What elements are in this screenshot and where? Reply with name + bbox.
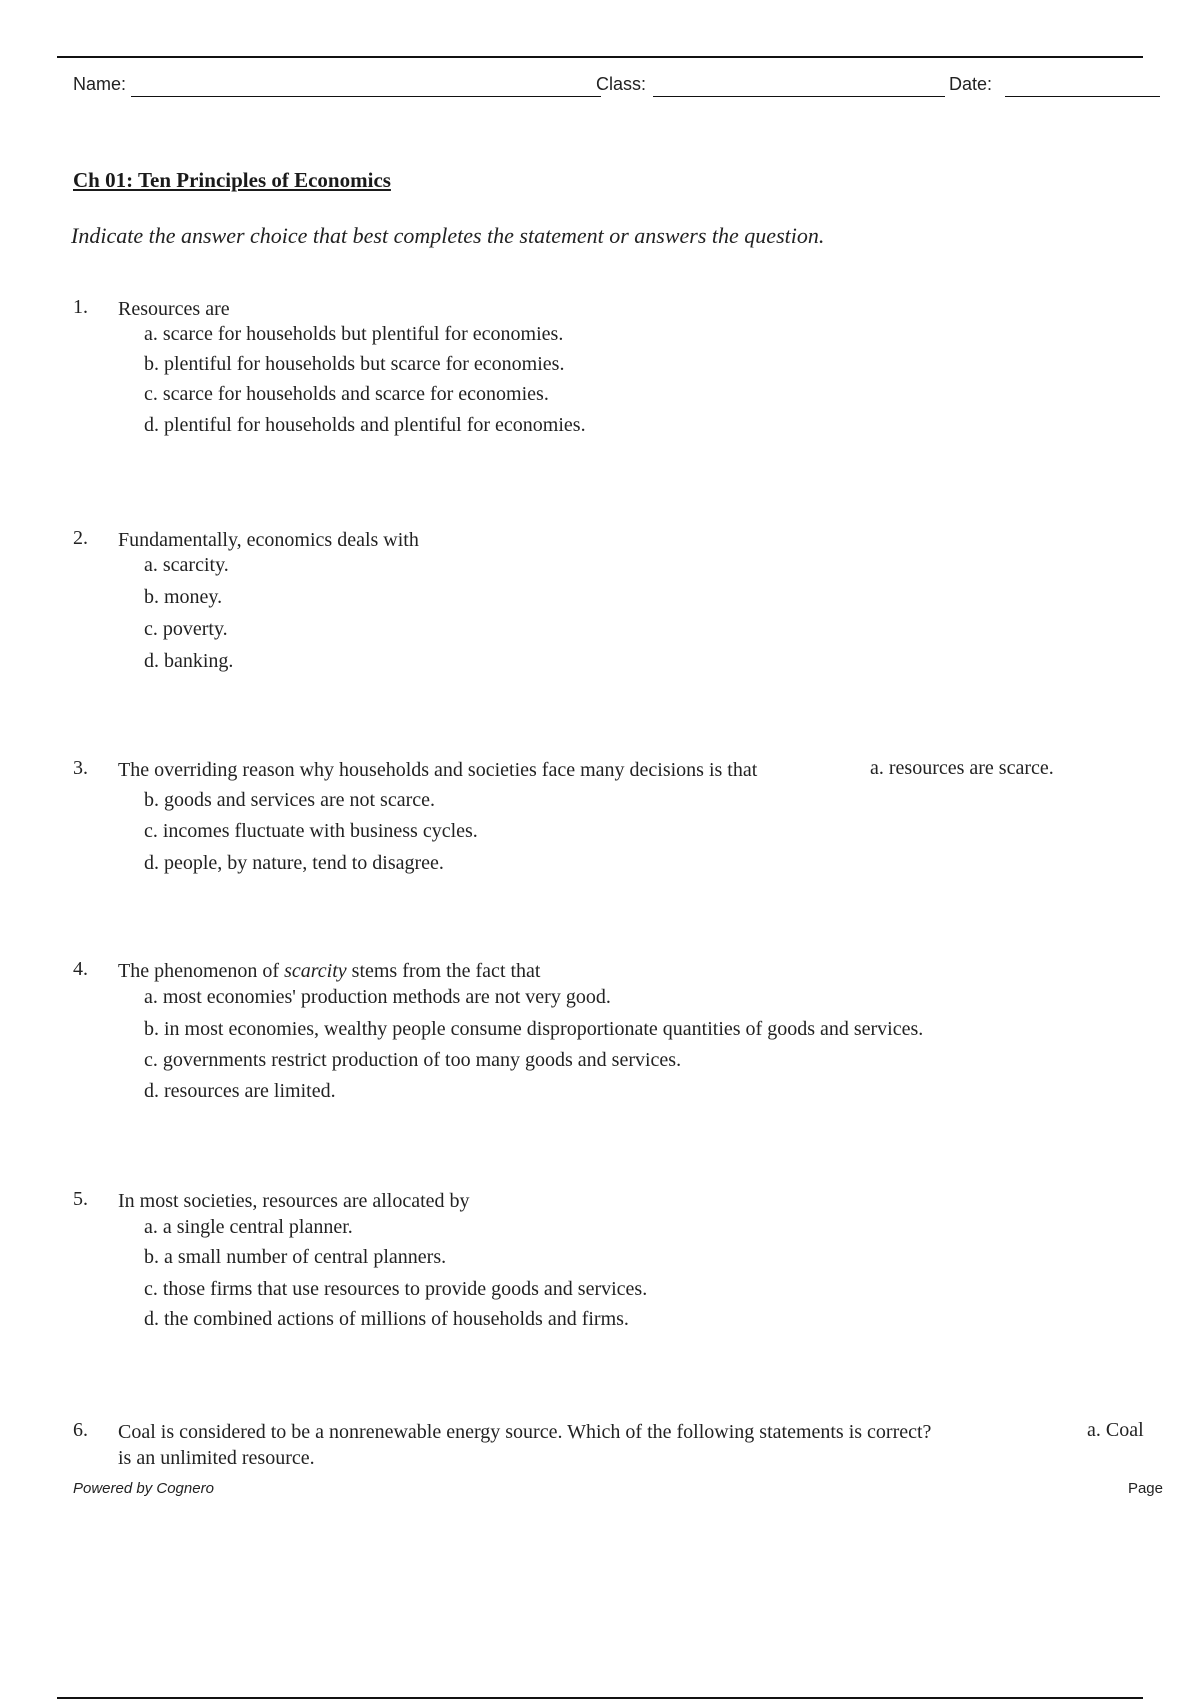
option-c[interactable]: c. governments restrict production of too many goods and services. <box>144 1049 682 1071</box>
top-rule <box>57 56 1143 58</box>
option-d[interactable]: d. resources are limited. <box>144 1080 336 1102</box>
option-b[interactable]: b. plentiful for households but scarce for economies. <box>144 353 565 375</box>
stem-italic-term: scarcity <box>284 960 347 982</box>
option-a[interactable]: a. scarcity. <box>144 554 229 576</box>
question-number: 1. <box>73 296 88 318</box>
option-d[interactable]: d. banking. <box>144 650 234 672</box>
option-d[interactable]: d. plentiful for households and plentiful for economies. <box>144 414 586 436</box>
option-c[interactable]: c. incomes fluctuate with business cycles. <box>144 820 478 842</box>
question-number: 4. <box>73 958 88 980</box>
student-info-header <box>73 68 1163 100</box>
question-stem: In most societies, resources are allocated by <box>118 1190 470 1212</box>
date-label: Date: <box>949 74 993 94</box>
option-d[interactable]: d. the combined actions of millions of households and firms. <box>144 1308 629 1330</box>
option-b[interactable]: b. in most economies, wealthy people consume disproportionate quantities of goods and services. <box>144 1018 924 1040</box>
question-stem: Resources are <box>118 298 230 320</box>
option-b[interactable]: b. money. <box>144 586 223 608</box>
option-b[interactable]: b. goods and services are not scarce. <box>144 789 435 811</box>
option-d[interactable]: d. people, by nature, tend to disagree. <box>144 852 444 874</box>
question-number: 2. <box>73 527 88 549</box>
option-a[interactable]: a. a single central planner. <box>144 1216 353 1238</box>
powered-by-footer: Powered by Cognero <box>73 1480 214 1497</box>
question-stem-continued: is an unlimited resource. <box>118 1447 315 1469</box>
stem-part: stems from the fact that <box>346 960 541 982</box>
option-b[interactable]: b. a small number of central planners. <box>144 1246 447 1268</box>
page-label: Page <box>1127 1480 1163 1497</box>
option-a[interactable]: a. scarce for households but plentiful for economies. <box>144 323 564 345</box>
question-number: 3. <box>73 757 88 779</box>
question-number: 6. <box>73 1419 88 1441</box>
option-c[interactable]: c. scarce for households and scarce for economies. <box>144 383 549 405</box>
option-c[interactable]: c. poverty. <box>144 618 228 640</box>
stem-part: The phenomenon of <box>118 960 285 982</box>
question-number: 5. <box>73 1188 88 1210</box>
question-stem: Fundamentally, economics deals with <box>118 529 419 551</box>
name-field[interactable] <box>131 96 601 97</box>
class-field[interactable] <box>653 96 945 97</box>
option-a[interactable]: a. resources are scarce. <box>870 757 1054 779</box>
class-label: Class: <box>596 74 647 94</box>
question-stem: Coal is considered to be a nonrenewable energy source. Which of the following statements is correct? <box>118 1421 932 1443</box>
instructions: Indicate the answer choice that best completes the statement or answers the question. <box>71 223 825 248</box>
option-a[interactable]: a. Coal <box>1087 1419 1144 1441</box>
question-stem <box>118 958 1158 984</box>
name-label: Name: <box>73 74 127 94</box>
question-stem: The overriding reason why households and societies face many decisions is that <box>118 759 758 781</box>
bottom-rule <box>57 1697 1143 1699</box>
option-c[interactable]: c. those firms that use resources to provide goods and services. <box>144 1278 648 1300</box>
chapter-title: Ch 01: Ten Principles of Economics <box>73 168 391 192</box>
option-a[interactable]: a. most economies' production methods are not very good. <box>144 986 611 1008</box>
date-field[interactable] <box>1005 96 1160 97</box>
